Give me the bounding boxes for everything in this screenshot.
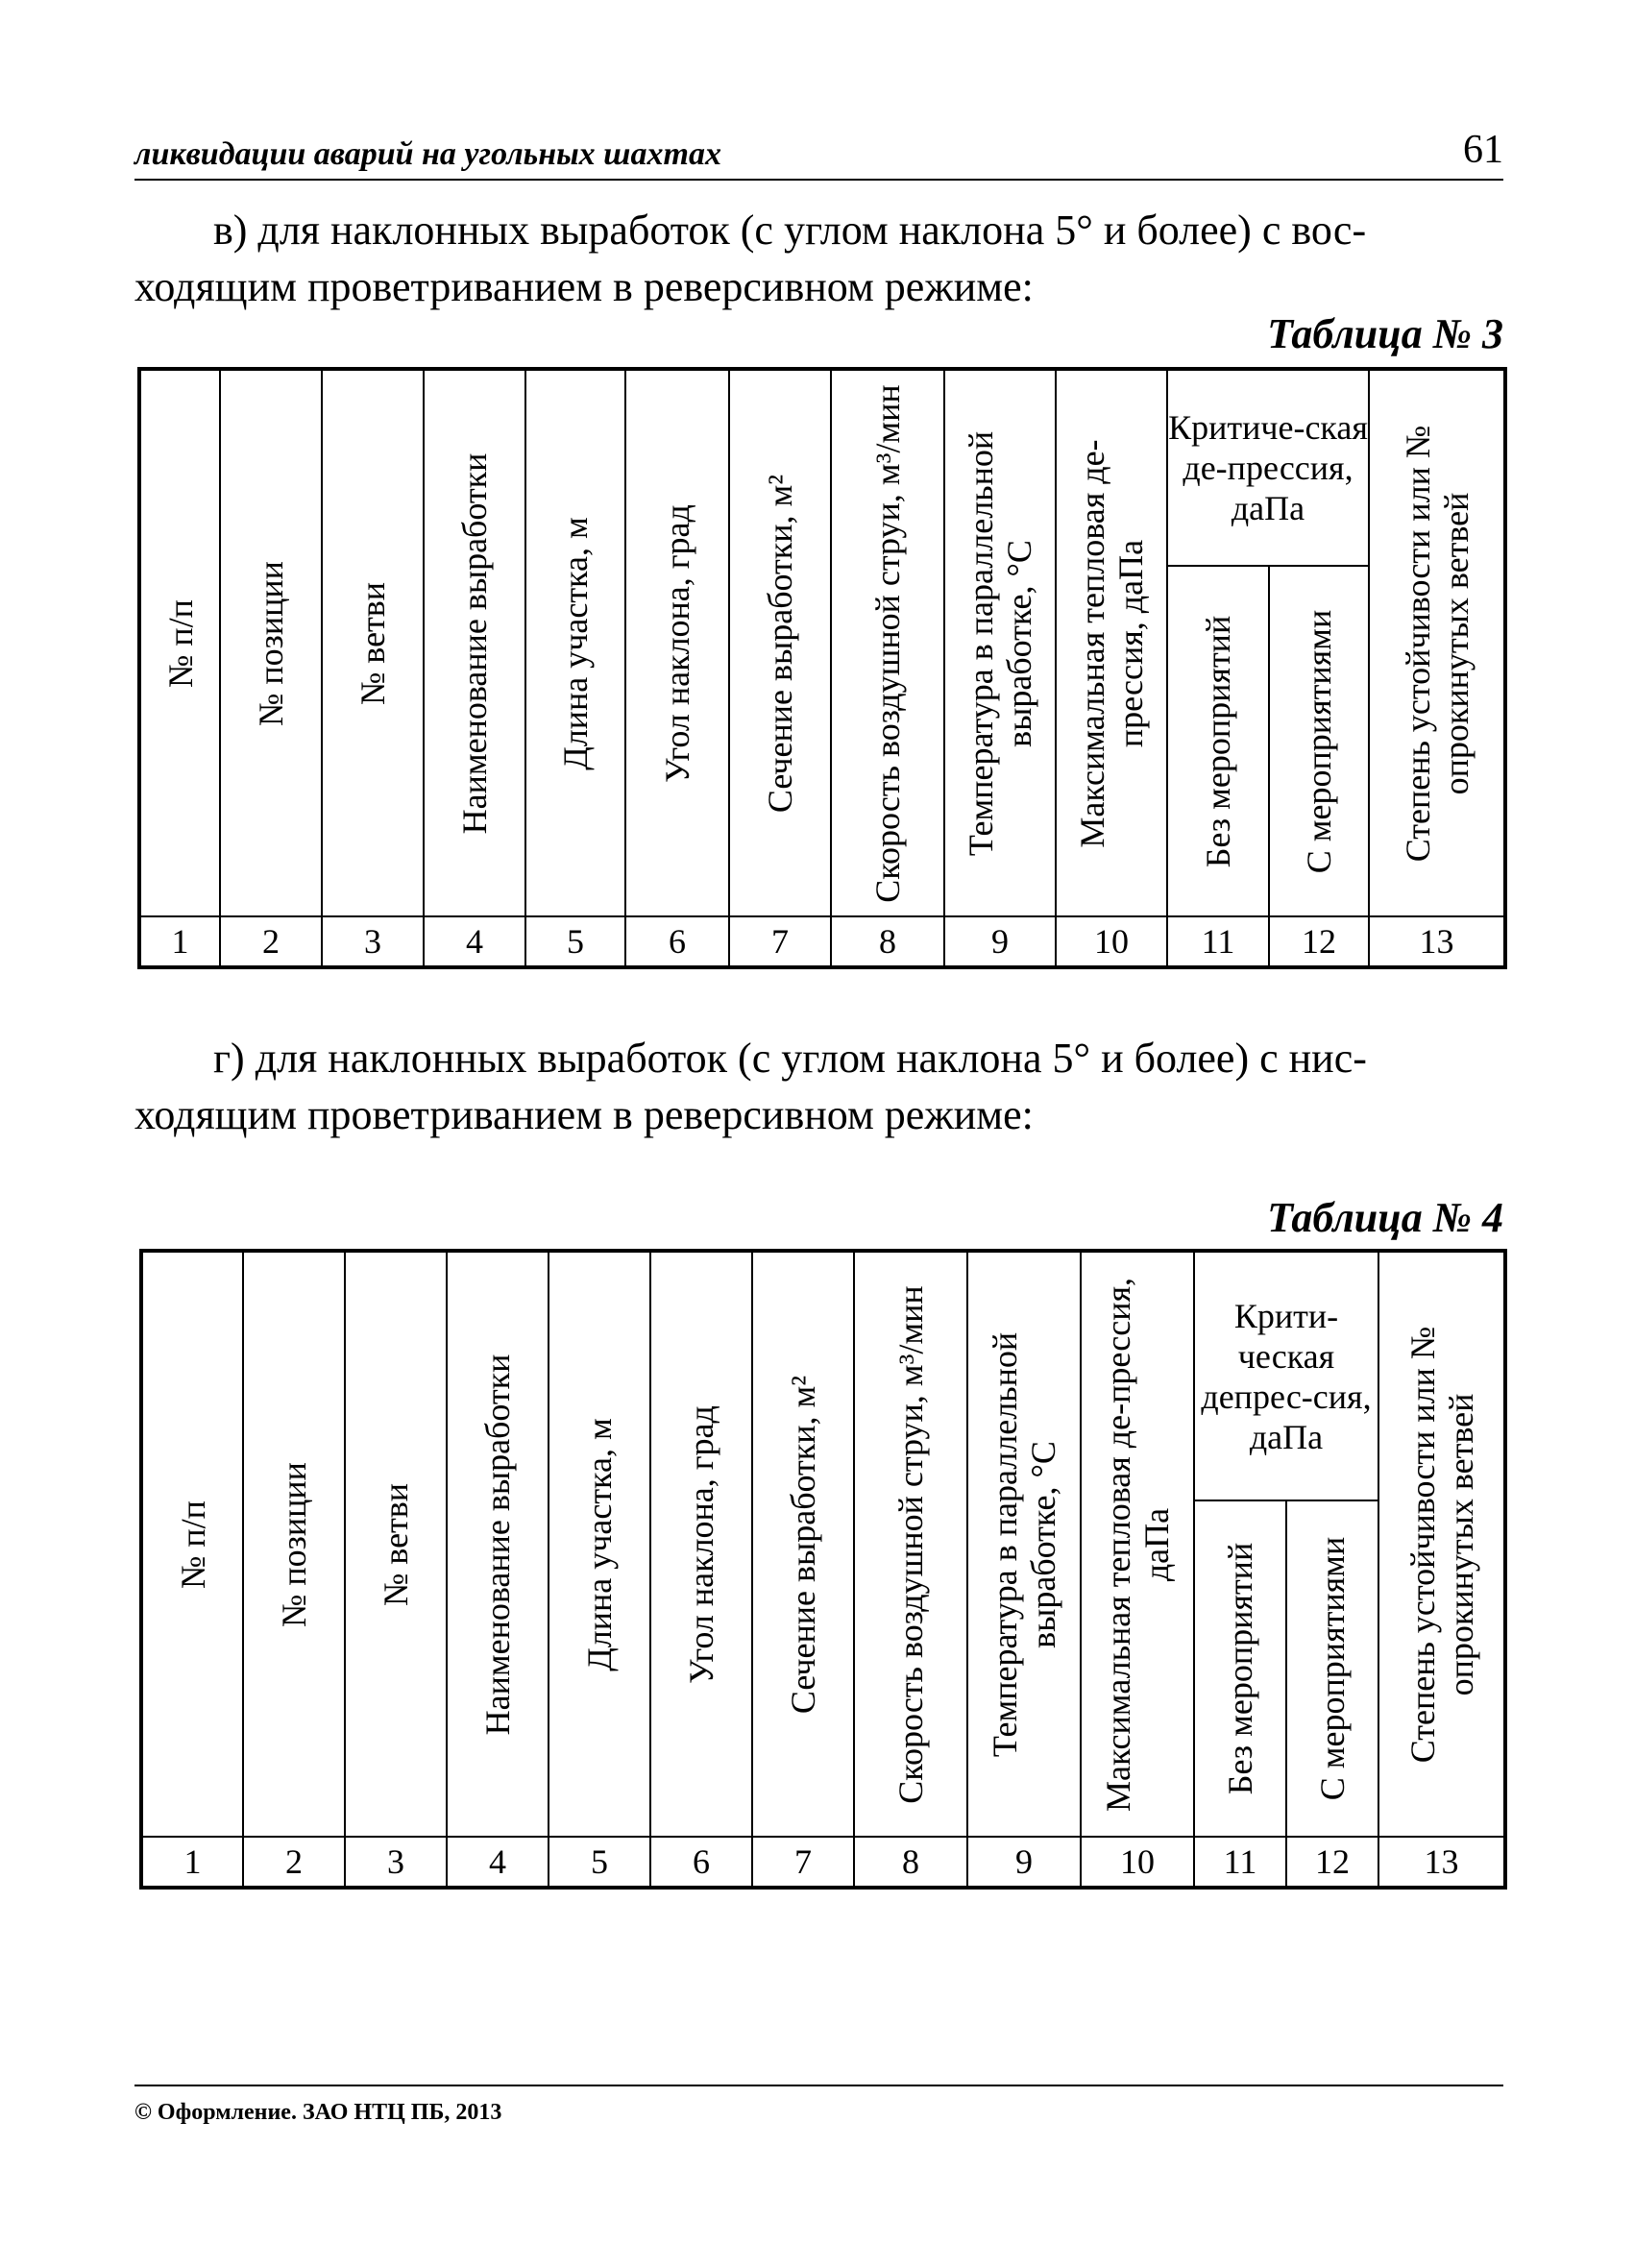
table3-col-number: 9 [944, 916, 1056, 967]
table3-header-cell [729, 369, 831, 916]
table4-header-13: Степень устойчивости или № опрокинутых ветвей [1402, 1326, 1480, 1763]
table4-critical-depression-header: Крити-ческая депрес-сия, даПа [1194, 1251, 1378, 1500]
table4-header-7: Сечение выработки, м² [784, 1375, 822, 1714]
table4-header-cell [1194, 1500, 1286, 1837]
table3-header-6: Угол наклона, град [658, 503, 696, 783]
table4-header-12: С мероприятиями [1313, 1536, 1352, 1801]
table4-header-6: Угол наклона, град [682, 1404, 720, 1684]
table4-col-number: 5 [549, 1837, 650, 1888]
table3-critical-depression-header: Критиче-ская де-прессия, даПа [1167, 369, 1369, 566]
section-v-line2: ходящим проветриванием в реверсивном режиме: [134, 263, 1034, 310]
table4-header-cell [752, 1251, 854, 1837]
table4-header-cell [650, 1251, 752, 1837]
table4-col-number: 7 [752, 1837, 854, 1888]
table3-header-cell [1269, 566, 1369, 916]
table4-col-number: 13 [1378, 1837, 1505, 1888]
table3-header-cell [944, 369, 1056, 916]
table3-header-3: № ветви [354, 581, 392, 705]
table4-header-cell [345, 1251, 447, 1837]
section-v-line1: в) для наклонных выработок (с углом наклона 5° и более) с вос- [213, 207, 1367, 254]
table4-header-2: № позиции [275, 1461, 313, 1627]
table4-header-cell [243, 1251, 345, 1837]
table3-header-2: № позиции [252, 560, 290, 726]
table4-header-cell [1378, 1251, 1505, 1837]
table4 [139, 1249, 1507, 1890]
table3-col-number: 6 [625, 916, 729, 967]
table4-header-11: Без мероприятий [1221, 1542, 1259, 1795]
section-v-text [134, 202, 1503, 315]
table3-header-1: № п/п [160, 598, 200, 688]
table3-header-7: Сечение выработки, м² [761, 474, 799, 813]
table4-header-1: № п/п [173, 1500, 212, 1589]
table3-header-4: Наименование выработки [455, 452, 494, 834]
table3-col-number: 8 [831, 916, 944, 967]
table4-col-number: 11 [1194, 1837, 1286, 1888]
table4-header-cell [141, 1251, 243, 1837]
table3-header-5: Длина участка, м [556, 516, 595, 770]
table4-col-number: 10 [1081, 1837, 1194, 1888]
table3-header-11: Без мероприятий [1199, 615, 1237, 867]
table3-col-number: 12 [1269, 916, 1369, 967]
table4-header-9: Температура в параллельной выработке, °С [986, 1331, 1062, 1757]
table4-header-cell [1081, 1251, 1194, 1837]
table4-col-number: 6 [650, 1837, 752, 1888]
section-g-line2: ходящим проветриванием в реверсивном режиме: [134, 1091, 1034, 1138]
table3-header-10: Максимальная тепловая де-прессия, даПа [1073, 438, 1150, 848]
table3-header-9: Температура в параллельной выработке, °С [962, 430, 1038, 856]
table3-header-cell [1167, 566, 1269, 916]
table4-col-number: 12 [1286, 1837, 1378, 1888]
table4-col-number: 1 [141, 1837, 243, 1888]
table3-header-cell [1056, 369, 1167, 916]
table3-header-cell [220, 369, 322, 916]
running-title: ликвидации аварий на угольных шахтах [134, 136, 721, 172]
table4-header-cell [447, 1251, 549, 1837]
table3-header-cell [525, 369, 625, 916]
table3-header-13: Степень устойчивости или № опрокинутых ветвей [1398, 425, 1475, 862]
running-header [134, 129, 1503, 181]
table3-col-number: 3 [322, 916, 424, 967]
table4-header-5: Длина участка, м [580, 1417, 619, 1671]
table3-header-8: Скорость воздушной струи, м³/мин [868, 383, 907, 903]
table4-header-4: Наименование выработки [478, 1353, 517, 1735]
table3-header-cell [322, 369, 424, 916]
table4-col-number: 2 [243, 1837, 345, 1888]
table4-header-cell [967, 1251, 1081, 1837]
table4-caption: Таблица № 4 [1267, 1194, 1503, 1241]
table4-col-number: 8 [854, 1837, 967, 1888]
table3-header-cell [625, 369, 729, 916]
table4-header-cell [549, 1251, 650, 1837]
table4-col-number: 9 [967, 1837, 1081, 1888]
table4-header-3: № ветви [377, 1482, 415, 1606]
table3-header-cell [1369, 369, 1505, 916]
table3-col-number: 10 [1056, 916, 1167, 967]
page-number: 61 [1463, 128, 1503, 172]
section-g-text [134, 1030, 1503, 1143]
footer-copyright: © Оформление. ЗАО НТЦ ПБ, 2013 [134, 2085, 1503, 2126]
table4-col-number: 3 [345, 1837, 447, 1888]
table3 [137, 367, 1507, 969]
table3-header-12: С мероприятиями [1300, 609, 1338, 873]
table3-header-cell [424, 369, 525, 916]
table3-header-cell [139, 369, 220, 916]
table3-caption: Таблица № 3 [1267, 310, 1503, 357]
table3-col-number: 5 [525, 916, 625, 967]
table3-header-cell [831, 369, 944, 916]
table4-header-cell [1286, 1500, 1378, 1837]
table3-col-number: 1 [139, 916, 220, 967]
table3-col-number: 4 [424, 916, 525, 967]
table3-col-number: 13 [1369, 916, 1505, 967]
table4-col-number: 4 [447, 1837, 549, 1888]
table4-header-cell [854, 1251, 967, 1837]
table3-col-number: 2 [220, 916, 322, 967]
table3-col-number: 7 [729, 916, 831, 967]
table3-col-number: 11 [1167, 916, 1269, 967]
table4-header-10: Максимальная тепловая де-прессия, даПа [1099, 1277, 1176, 1812]
table4-header-8: Скорость воздушной струи, м³/мин [891, 1284, 930, 1804]
section-g-line1: г) для наклонных выработок (с углом наклона 5° и более) с нис- [213, 1035, 1367, 1082]
